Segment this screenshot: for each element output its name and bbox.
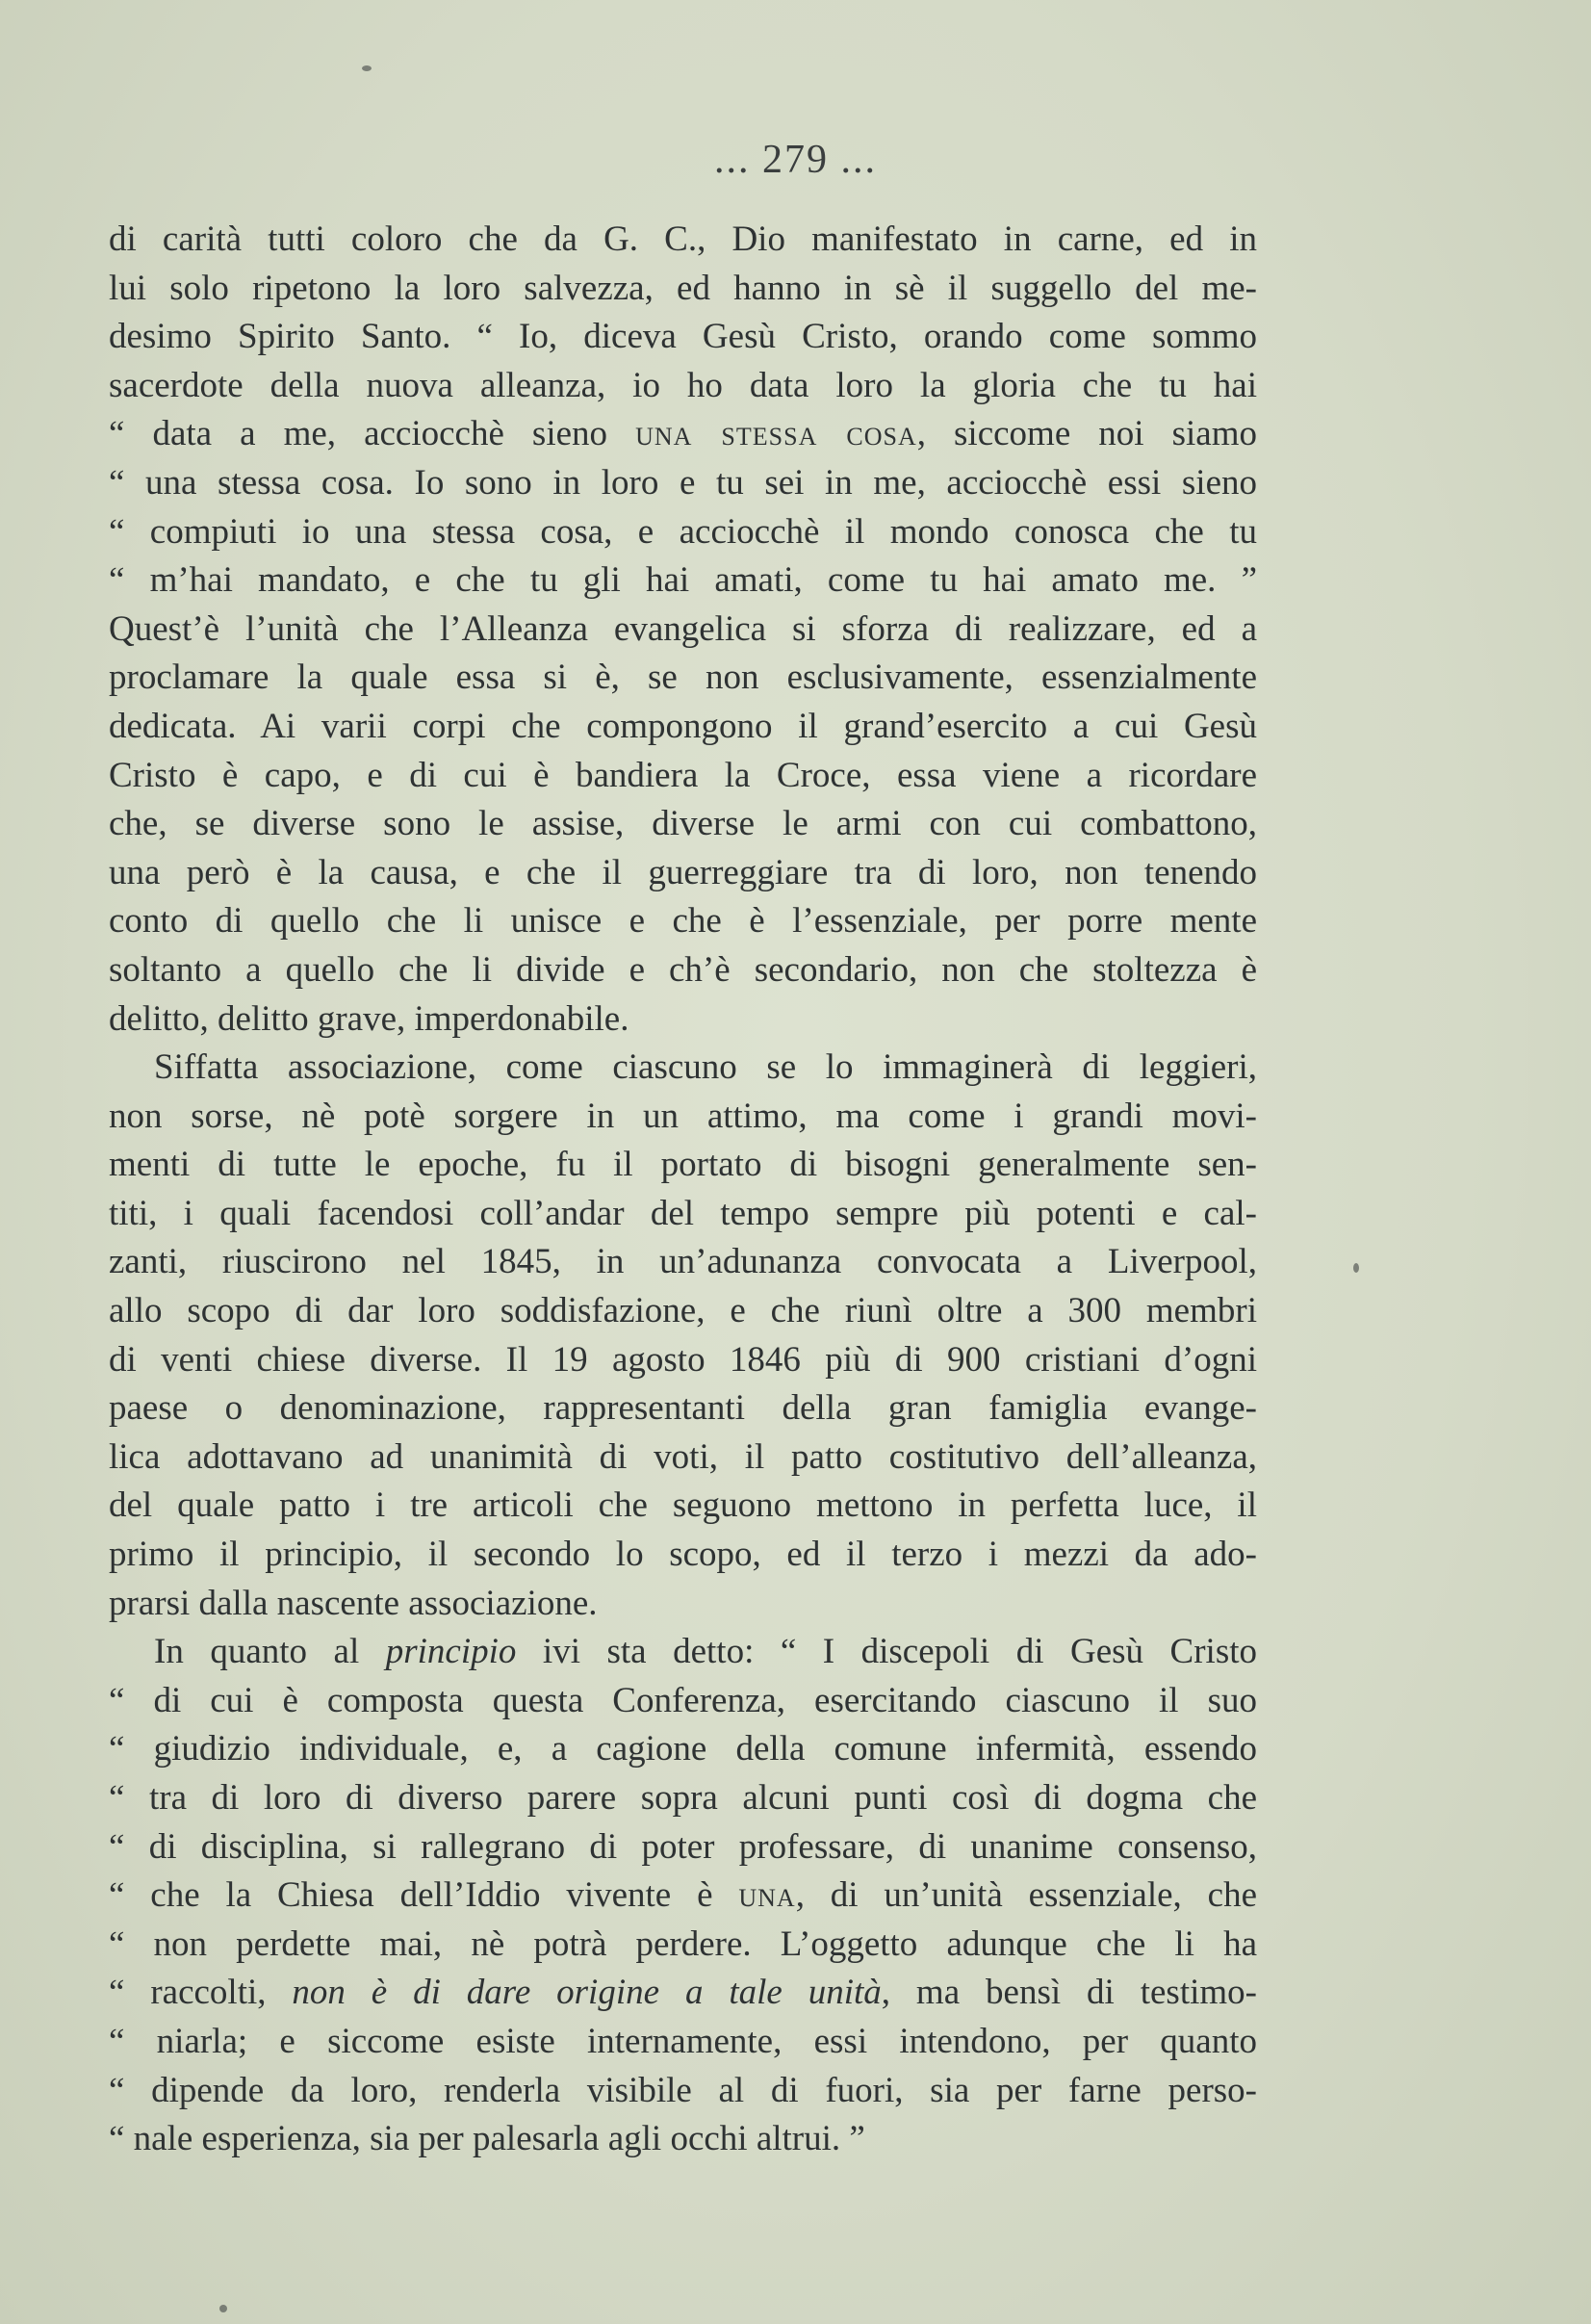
text-line	[109, 1093, 1257, 1142]
text-line	[109, 1725, 1257, 1774]
text-run: dedicata. Ai varii corpi che compongono il grand’esercito a cui Gesù	[109, 706, 1257, 746]
text-run: lica adottavano ad unanimità di voti, il patto costitutivo dell’alleanza,	[109, 1436, 1257, 1477]
text-run: Cristo è capo, e di cui è bandiera la Croce, essa viene a ricordare	[109, 755, 1257, 795]
text-run: “ niarla; e siccome esiste internamente, essi intendono, per quanto	[109, 2021, 1257, 2061]
text-run: “ di cui è composta questa Conferenza, esercitando ciascuno il suo	[109, 1680, 1257, 1720]
text-line	[109, 849, 1257, 898]
text-line	[109, 1384, 1257, 1433]
text-line	[109, 313, 1257, 362]
text-line	[109, 800, 1257, 849]
text-line	[109, 1044, 1257, 1093]
text-line	[109, 1287, 1257, 1336]
text-run: , siccome noi siamo	[916, 414, 1257, 454]
text-line	[109, 1677, 1257, 1726]
text-run: desimo Spirito Santo. “ Io, diceva Gesù Cristo, orando come sommo	[109, 317, 1257, 357]
text-line	[109, 1141, 1257, 1190]
text-line	[109, 946, 1257, 995]
text-line	[109, 1482, 1257, 1531]
text-run: “ m’hai mandato, e che tu gli hai amati, come tu hai amato me. ”	[109, 560, 1257, 601]
print-speck	[1353, 1263, 1359, 1273]
text-run: primo il principio, il secondo lo scopo, ed il terzo i mezzi da ado-	[109, 1535, 1257, 1575]
text-line	[109, 459, 1257, 508]
text-run: una però è la causa, e che il guerreggiare tra di loro, non tenendo	[109, 852, 1257, 892]
text-line	[109, 1238, 1257, 1287]
text-run: “ raccolti,	[109, 1973, 293, 2013]
text-run: lui solo ripetono la loro salvezza, ed hanno in sè il suggello del me-	[109, 268, 1257, 308]
text-line	[109, 362, 1257, 411]
text-line	[109, 1823, 1257, 1872]
text-line	[109, 897, 1257, 946]
text-run: di venti chiese diverse. Il 19 agosto 1846 più di 900 cristiani d’ogni	[109, 1339, 1257, 1380]
text-line	[109, 1531, 1257, 1580]
text-line	[109, 2018, 1257, 2067]
text-line	[109, 654, 1257, 703]
text-run: ivi sta detto: “ I discepoli di Gesù Cristo	[516, 1632, 1257, 1672]
print-speck	[219, 2305, 227, 2312]
text-line	[109, 410, 1257, 459]
text-run: del quale patto i tre articoli che seguono mettono in perfetta luce, il	[109, 1485, 1257, 1526]
text-run: “ dipende da loro, renderla visibile al di fuori, sia per farne perso-	[109, 2070, 1257, 2110]
text-run: conto di quello che li unisce e che è l’essenziale, per porre mente	[109, 901, 1257, 942]
text-run: di carità tutti coloro che da G. C., Dio manifestato in carne, ed in	[109, 219, 1257, 259]
text-run: “ data a me, acciocchè sieno	[109, 414, 636, 454]
text-run: zanti, riuscirono nel 1845, in un’adunanza convocata a Liverpool,	[109, 1242, 1257, 1282]
small-caps-text: una stessa cosa	[635, 414, 917, 454]
print-speck	[362, 65, 372, 71]
page-number: ... 279 ...	[714, 138, 877, 182]
text-line	[109, 1628, 1257, 1677]
text-line	[109, 508, 1257, 557]
text-run: “ di disciplina, si rallegrano di poter professare, di unanime consenso,	[109, 1826, 1257, 1867]
text-run: paese o denominazione, rappresentanti della gran famiglia evange-	[109, 1388, 1257, 1429]
text-run: “ una stessa cosa. Io sono in loro e tu sei in me, acciocchè essi sieno	[109, 462, 1257, 503]
text-line	[109, 556, 1257, 606]
text-line	[109, 1774, 1257, 1823]
text-run: soltanto a quello che li divide e ch’è secondario, non che stoltezza è	[109, 949, 1257, 990]
text-line	[109, 1872, 1257, 1921]
text-run: Quest’è l’unità che l’Alleanza evangelica si sforza di realizzare, ed a	[109, 608, 1257, 649]
text-line	[109, 1969, 1257, 2018]
text-run: titi, i quali facendosi coll’andar del tempo sempre più potenti e cal-	[109, 1193, 1257, 1233]
text-line	[109, 995, 1257, 1045]
text-line	[109, 1580, 1257, 1629]
text-run: che, se diverse sono le assise, diverse le armi con cui combattono,	[109, 804, 1257, 844]
text-line	[109, 703, 1257, 752]
text-run: allo scopo di dar loro soddisfazione, e che riunì oltre a 300 membri	[109, 1291, 1257, 1331]
text-line	[109, 1336, 1257, 1385]
text-run: “ giudizio individuale, e, a cagione della comune infermità, essendo	[109, 1729, 1257, 1769]
text-run: non sorse, nè potè sorgere in un attimo, ma come i grandi movi-	[109, 1096, 1257, 1136]
text-run: menti di tutte le epoche, fu il portato di bisogni generalmente sen-	[109, 1145, 1257, 1185]
text-line	[109, 2115, 1257, 2164]
text-run: “ che la Chiesa dell’Iddio vivente è	[109, 1875, 739, 1916]
text-run: prarsi dalla nascente associazione.	[109, 1583, 598, 1623]
text-run: sacerdote della nuova alleanza, io ho data loro la gloria che tu hai	[109, 365, 1257, 405]
text-line	[109, 1190, 1257, 1239]
text-run: delitto, delitto grave, imperdonabile.	[109, 998, 629, 1039]
text-run: “ tra di loro di diverso parere sopra alcuni punti così di dogma che	[109, 1778, 1257, 1818]
text-run: “ compiuti io una stessa cosa, e acciocchè il mondo conosca che tu	[109, 511, 1257, 552]
body-text	[109, 216, 1257, 2164]
text-run: , di un’unità essenziale, che	[795, 1875, 1257, 1916]
text-run: Siffatta associazione, come ciascuno se lo immaginerà di leggieri,	[154, 1047, 1257, 1088]
text-run: “ nale esperienza, sia per palesarla agli occhi altrui. ”	[109, 2119, 865, 2159]
text-line	[109, 265, 1257, 314]
text-line	[109, 1433, 1257, 1483]
text-run: “ non perdette mai, nè potrà perdere. L’oggetto adunque che li ha	[109, 1924, 1257, 1964]
text-run: proclamare la quale essa si è, se non esclusivamente, essenzialmente	[109, 658, 1257, 698]
small-caps-text: una	[738, 1875, 796, 1916]
text-line	[109, 2067, 1257, 2116]
italic-text: non è di dare origine a tale unità	[292, 1973, 882, 2013]
italic-text: principio	[385, 1632, 517, 1672]
text-run: In quanto al	[154, 1632, 386, 1672]
text-line	[109, 1921, 1257, 1970]
text-run: , ma bensì di testimo-	[881, 1973, 1257, 2013]
text-line	[109, 752, 1257, 801]
text-line	[109, 606, 1257, 655]
text-line	[109, 216, 1257, 265]
